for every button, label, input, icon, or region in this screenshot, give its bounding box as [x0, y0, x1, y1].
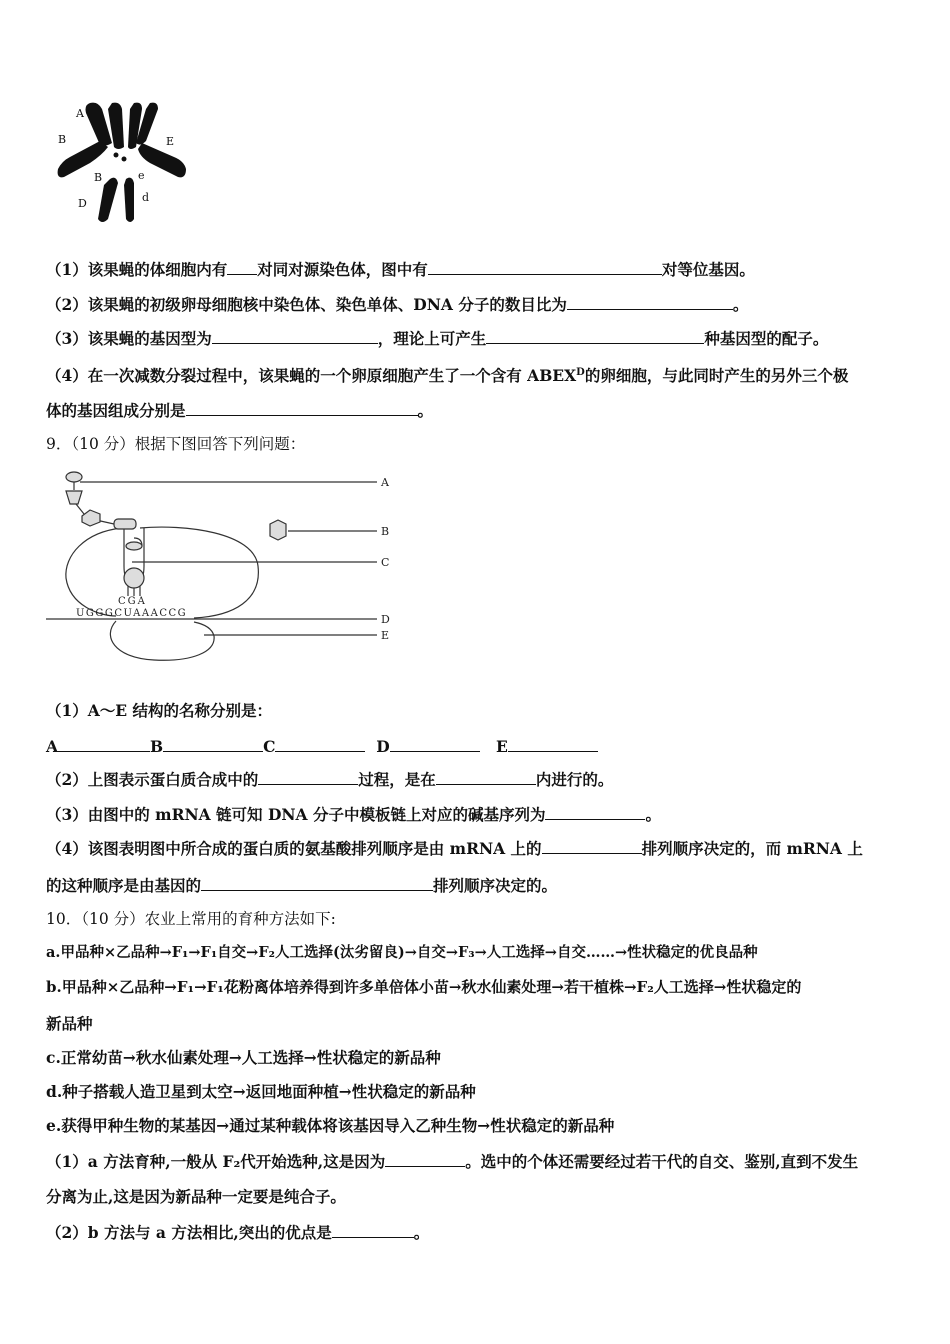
q8-text: （2）该果蝇的初级卵母细胞核中染色体、染色单体、DNA 分子的数目比为 [46, 295, 567, 314]
q9-text: 的这种顺序是由基因的 [46, 876, 202, 895]
label-C: C [381, 556, 390, 569]
chromosome-bottom-right [124, 178, 134, 222]
q10-text: （1）a 方法育种,一般从 F₂代开始选种,这是因为 [46, 1152, 386, 1171]
q9-title: 9．（10 分）根据下图回答下列问题： [46, 435, 306, 453]
q9-sub4-cont [46, 875, 557, 896]
label-D: D [381, 613, 390, 626]
superscript: D [576, 367, 585, 378]
q10-sub2 [46, 1222, 429, 1243]
translation-figure [44, 466, 404, 666]
q10-sub1-cont: 分离为止,这是因为新品种一定要是纯合子。 [46, 1187, 346, 1206]
q8-text: 对同对源染色体，图中有 [257, 260, 428, 279]
answer-blank[interactable] [58, 736, 150, 752]
amino-acid-shape [114, 519, 136, 529]
q9-text: 排列顺序决定的，而 mRNA 上 [641, 839, 863, 858]
method-a: a.甲品种×乙品种→F₁→F₁自交→F₂人工选择(汰劣留良)→自交→F₃→人工选择→自交……→性状稳定的优良品种 [46, 944, 758, 961]
dot-chromosome [114, 153, 119, 158]
gene-label-a: a [116, 117, 123, 130]
structure-label: C [263, 737, 276, 756]
q8-line-5 [46, 400, 433, 421]
chromosome-right-arm-lower [138, 143, 186, 177]
method-c: c.正常幼苗→秋水仙素处理→人工选择→性状稳定的新品种 [46, 1048, 441, 1067]
q8-text: （4）在一次减数分裂过程中，该果蝇的一个卵原细胞产生了一个含有 ABEX [46, 366, 577, 386]
answer-blank[interactable] [542, 838, 642, 854]
structure-label: D [376, 737, 390, 756]
q9-answer-line [46, 736, 598, 757]
answer-blank[interactable] [258, 769, 358, 785]
method-d: d.种子搭载人造卫星到太空→返回地面种植→性状稳定的新品种 [46, 1082, 476, 1101]
gene-label-A: A [76, 107, 84, 120]
answer-blank[interactable] [212, 328, 378, 344]
q8-text: 种基因型的配子。 [704, 329, 829, 348]
amino-acid-shape [82, 510, 100, 526]
dot-chromosome [122, 157, 127, 162]
structure-label: B [150, 737, 164, 756]
answer-blank[interactable] [486, 328, 704, 344]
q10-text: 。选中的个体还需要经过若干代的自交、鉴别,直到不发生 [465, 1152, 859, 1171]
trna-stem-loop [126, 542, 142, 550]
answer-blank[interactable] [508, 736, 598, 752]
gene-label-E: E [166, 135, 175, 148]
answer-blank[interactable] [390, 736, 480, 752]
gene-label-e: e [138, 169, 145, 182]
gene-label-B: B [58, 133, 67, 146]
anticodon-text: CGA [118, 596, 147, 607]
q8-text: 的卵细胞，与此同时产生的另外三个极 [584, 366, 849, 386]
amino-acid-shape [66, 472, 82, 482]
answer-blank[interactable] [436, 769, 536, 785]
q9-text: 。 [645, 805, 661, 824]
answer-blank[interactable] [332, 1222, 414, 1238]
q8-line-4 [46, 363, 848, 386]
q8-text: 。 [417, 401, 434, 420]
structure-label: A [46, 737, 59, 756]
label-B: B [381, 525, 390, 538]
q8-text: （3）该果蝇的基因型为 [46, 329, 212, 348]
q9-text: （3）由图中的 mRNA 链可知 DNA 分子中模板链上对应的碱基序列为 [46, 805, 546, 824]
q10-title: 10．（10 分）农业上常用的育种方法如下: [46, 910, 336, 928]
q9-sub1: （1）A～E 结构的名称分别是： [46, 701, 273, 720]
q10-text: 。 [413, 1223, 430, 1242]
answer-blank[interactable] [275, 736, 365, 752]
answer-blank[interactable] [186, 400, 418, 416]
gene-label-D: D [78, 197, 87, 210]
answer-blank[interactable] [567, 294, 733, 310]
q8-text: 对等位基因。 [661, 260, 755, 279]
answer-blank[interactable] [201, 875, 433, 891]
q9-sub3 [46, 804, 661, 825]
answer-blank[interactable] [385, 1151, 465, 1167]
q10-sub1 [46, 1151, 858, 1172]
amino-acid-shape [66, 491, 82, 504]
answer-blank[interactable] [163, 736, 263, 752]
method-b: b.甲品种×乙品种→F₁→F₁花粉离体培养得到许多单倍体小苗→秋水仙素处理→若干植株→F₂人工选择→性状稳定的 [46, 978, 802, 996]
q8-text: 。 [732, 295, 749, 314]
q9-text: 排列顺序决定的。 [433, 876, 558, 895]
chromosome-bottom-left [98, 178, 118, 222]
method-b-cont: 新品种 [46, 1014, 93, 1033]
trna-loop [124, 568, 144, 588]
gene-label-B-lower: B [94, 171, 103, 184]
q8-text: ，理论上可产生 [377, 329, 487, 348]
q9-sub2 [46, 769, 613, 790]
amino-acid-B-shape [270, 520, 286, 540]
answer-blank[interactable] [227, 259, 257, 275]
gene-label-d: d [142, 191, 150, 204]
q8-line-3 [46, 328, 828, 349]
answer-blank[interactable] [428, 259, 662, 275]
answer-blank[interactable] [545, 804, 645, 820]
q9-text: （2）上图表示蛋白质合成中的 [46, 770, 259, 789]
q8-line-2 [46, 294, 748, 315]
label-E: E [381, 629, 390, 642]
chromosome-figure [50, 95, 200, 230]
method-e: e.获得甲种生物的某基因→通过某种载体将该基因导入乙种生物→性状稳定的新品种 [46, 1116, 615, 1135]
q8-text: （1）该果蝇的体细胞内有 [46, 260, 228, 279]
structure-label: E [495, 737, 508, 756]
q8-text: 体的基因组成分别是 [46, 401, 186, 420]
q9-text: 内进行的。 [535, 770, 614, 789]
q8-line-1 [46, 259, 755, 280]
q9-text: 过程，是在 [358, 770, 436, 789]
q9-text: （4）该图表明图中所合成的蛋白质的氨基酸排列顺序是由 mRNA 上的 [46, 839, 542, 858]
q9-sub4 [46, 838, 863, 859]
mrna-sequence: UGGGCUAAACCG [76, 608, 188, 619]
label-A: A [381, 476, 389, 489]
q10-text: （2）b 方法与 a 方法相比,突出的优点是 [46, 1223, 332, 1242]
